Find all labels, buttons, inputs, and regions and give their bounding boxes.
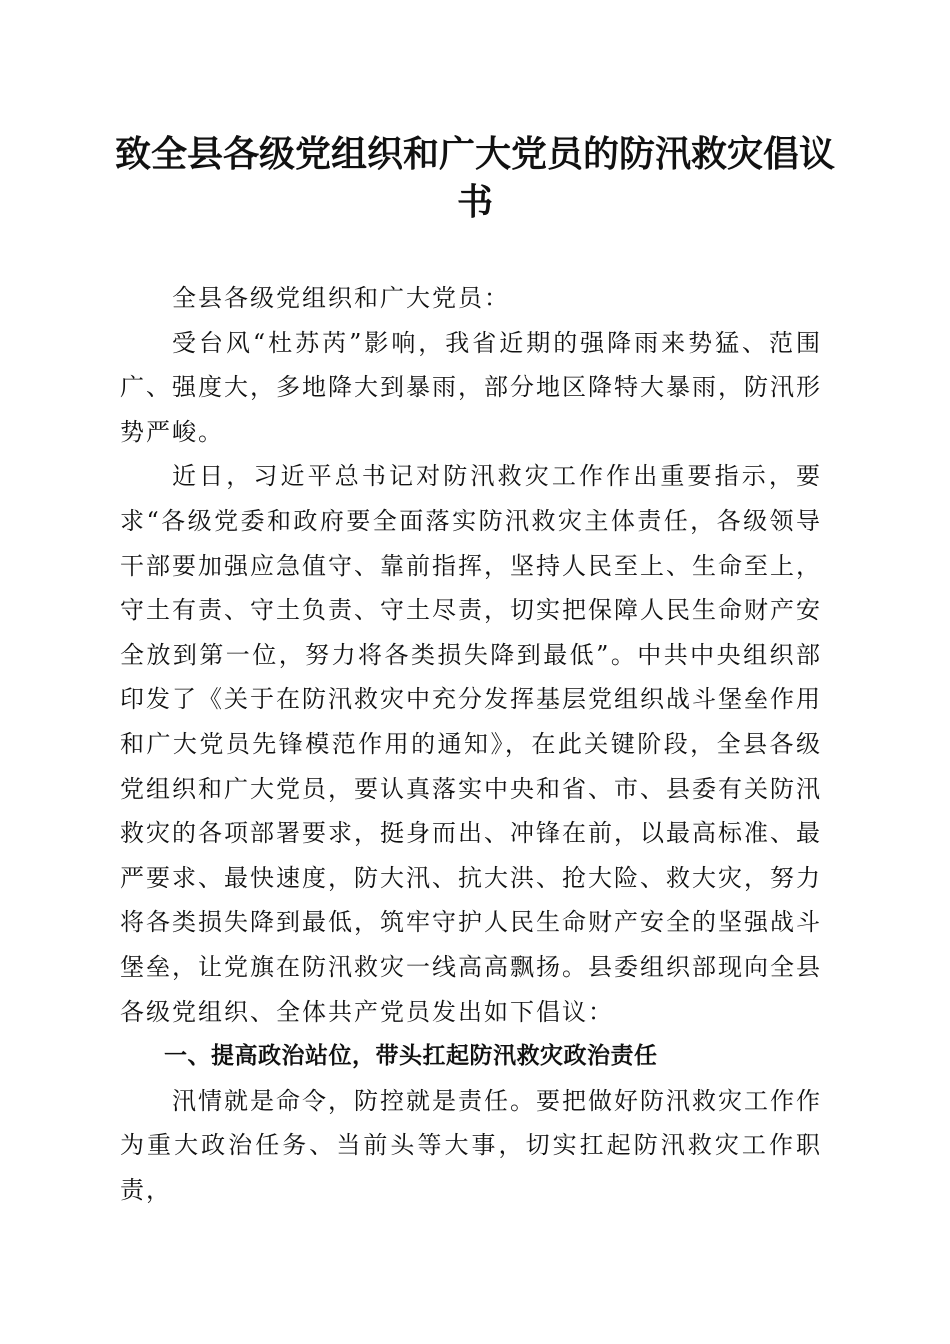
- paragraph-1: 受台风“杜苏芮”影响，我省近期的强降雨来势猛、范围广、强度大，多地降大到暴雨，部分地区降特大暴雨，防汛形势严峻。: [120, 328, 822, 446]
- paragraph-3: 汛情就是命令，防控就是责任。要把做好防汛救灾工作作为重大政治任务、当前头等大事，切实扛起防汛救灾工作职责，: [120, 1086, 822, 1204]
- document-title: 致全县各级党组织和广大党员的防汛救灾倡议书: [114, 133, 835, 223]
- salutation: 全县各级党组织和广大党员：: [172, 284, 510, 312]
- paragraph-2: 近日，习近平总书记对防汛救灾工作作出重要指示，要求“各级党委和政府要全面落实防汛救灾主体责任，各级领导干部要加强应急值守、靠前指挥，坚持人民至上、生命至上，守土有责、守土负责、守土尽责，切实把保障人民生命财产安全放到第一位，努力将各类损失降到最低”。中共中央组织部印发了《关于在防汛救灾中充分发挥基层党组织战斗堡垒作用和广大党员先锋模范作用的通知》，在此关键阶段，全县各级党组织和广大党员，要认真落实中央和省、市、县委有关防汛救灾的各项部署要求，挺身而出、冲锋在前，以最高标准、最严要求、最快速度，防大汛、抗大洪、抢大险、救大灾，努力将各类损失降到最低，筑牢守护人民生命财产安全的坚强战斗堡垒，让党旗在防汛救灾一线高高飘扬。县委组织部现向全县各级党组织、全体共产党员发出如下倡议：: [120, 462, 822, 1026]
- document-body: [120, 276, 822, 1212]
- section-1-heading: 一、提高政治站位，带头扛起防汛救灾政治责任: [164, 1043, 658, 1070]
